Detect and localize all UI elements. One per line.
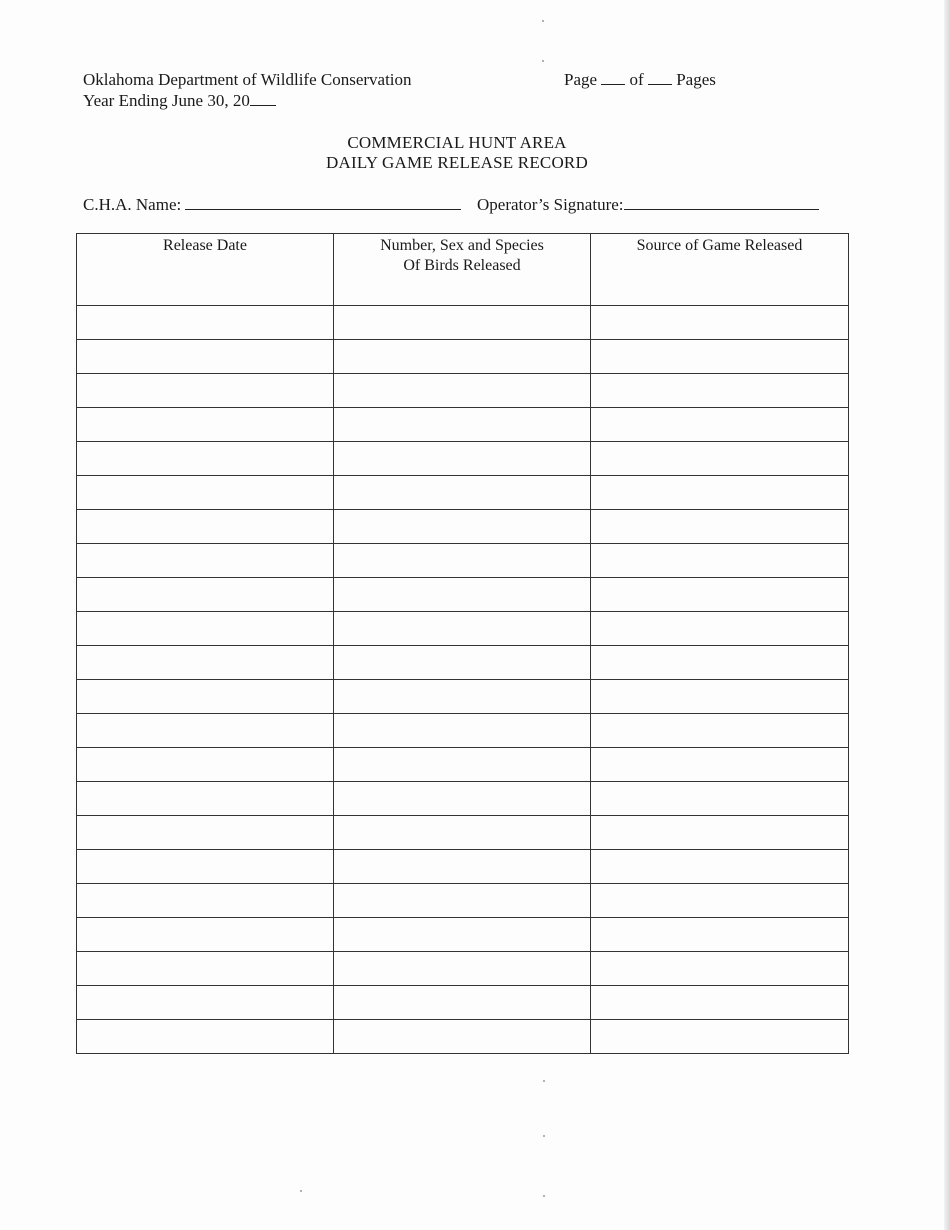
of-label: of: [629, 70, 644, 89]
scan-speck: [543, 1080, 545, 1082]
release-date-cell[interactable]: [77, 408, 334, 442]
birds-released-cell[interactable]: [334, 578, 591, 612]
source-cell[interactable]: [591, 850, 849, 884]
table-row: [77, 340, 849, 374]
release-date-cell[interactable]: [77, 374, 334, 408]
table-row: [77, 1020, 849, 1054]
release-date-cell[interactable]: [77, 816, 334, 850]
birds-released-cell[interactable]: [334, 510, 591, 544]
source-header-text: Source of Game Released: [636, 237, 803, 254]
scan-speck: [300, 1190, 302, 1192]
birds-released-cell[interactable]: [334, 714, 591, 748]
source-cell[interactable]: [591, 680, 849, 714]
release-date-cell[interactable]: [77, 748, 334, 782]
form-title-line2: DAILY GAME RELEASE RECORD: [326, 153, 588, 172]
source-cell[interactable]: [591, 714, 849, 748]
operator-signature-field: [477, 194, 819, 215]
table-row: [77, 884, 849, 918]
table-row: [77, 578, 849, 612]
year-blank[interactable]: [250, 91, 276, 106]
release-date-cell[interactable]: [77, 646, 334, 680]
release-date-cell[interactable]: [77, 680, 334, 714]
table-row: [77, 986, 849, 1020]
operator-signature-label: Operator’s Signature:: [477, 195, 624, 214]
table-row: [77, 306, 849, 340]
year-ending-text: Year Ending June 30, 20: [83, 91, 250, 110]
scan-speck: [542, 60, 544, 62]
table-header-row: [77, 234, 849, 306]
table-row: [77, 476, 849, 510]
source-cell[interactable]: [591, 952, 849, 986]
release-table: [76, 233, 849, 1054]
column-header-release-date: [77, 234, 334, 306]
birds-released-cell[interactable]: [334, 884, 591, 918]
release-date-cell[interactable]: [77, 578, 334, 612]
release-date-cell[interactable]: [77, 918, 334, 952]
birds-released-cell[interactable]: [334, 850, 591, 884]
release-date-cell[interactable]: [77, 340, 334, 374]
source-cell[interactable]: [591, 408, 849, 442]
release-date-cell[interactable]: [77, 306, 334, 340]
birds-released-cell[interactable]: [334, 1020, 591, 1054]
release-date-header-text: Release Date: [163, 237, 247, 254]
total-pages-blank[interactable]: [648, 70, 672, 85]
birds-released-cell[interactable]: [334, 646, 591, 680]
release-date-cell[interactable]: [77, 986, 334, 1020]
table-row: [77, 510, 849, 544]
agency-text: Oklahoma Department of Wildlife Conservation: [83, 70, 412, 89]
table-row: [77, 782, 849, 816]
release-date-cell[interactable]: [77, 612, 334, 646]
table-row: [77, 918, 849, 952]
source-cell[interactable]: [591, 578, 849, 612]
source-cell[interactable]: [591, 986, 849, 1020]
page-edge: [944, 0, 950, 1230]
source-cell[interactable]: [591, 544, 849, 578]
source-cell[interactable]: [591, 748, 849, 782]
source-cell[interactable]: [591, 612, 849, 646]
source-cell[interactable]: [591, 782, 849, 816]
column-header-birds-released: [334, 234, 591, 306]
agency-name: [83, 69, 412, 90]
table-row: [77, 646, 849, 680]
table-row: [77, 442, 849, 476]
table-row: [77, 816, 849, 850]
release-date-cell[interactable]: [77, 442, 334, 476]
page-count: [564, 69, 716, 90]
cha-name-label: C.H.A. Name:: [83, 195, 182, 214]
source-cell[interactable]: [591, 884, 849, 918]
form-title-line1: COMMERCIAL HUNT AREA: [347, 133, 567, 152]
table-row: [77, 714, 849, 748]
source-cell[interactable]: [591, 918, 849, 952]
birds-released-cell[interactable]: [334, 816, 591, 850]
birds-released-cell[interactable]: [334, 374, 591, 408]
birds-header-line2: Of Birds Released: [403, 257, 521, 274]
birds-released-cell[interactable]: [334, 544, 591, 578]
birds-released-cell[interactable]: [334, 476, 591, 510]
source-cell[interactable]: [591, 816, 849, 850]
table-row: [77, 850, 849, 884]
scan-speck: [542, 20, 544, 22]
release-date-cell[interactable]: [77, 884, 334, 918]
release-date-cell[interactable]: [77, 782, 334, 816]
table-row: [77, 374, 849, 408]
source-cell[interactable]: [591, 442, 849, 476]
birds-header-line1: Number, Sex and Species: [380, 237, 544, 254]
birds-released-cell[interactable]: [334, 680, 591, 714]
source-cell[interactable]: [591, 646, 849, 680]
birds-released-cell[interactable]: [334, 918, 591, 952]
cha-name-field: [83, 194, 461, 215]
page-label: Page: [564, 70, 598, 89]
table-row: [77, 408, 849, 442]
birds-released-cell[interactable]: [334, 408, 591, 442]
birds-released-cell[interactable]: [334, 986, 591, 1020]
source-cell[interactable]: [591, 1020, 849, 1054]
table-row: [77, 748, 849, 782]
birds-released-cell[interactable]: [334, 612, 591, 646]
birds-released-cell[interactable]: [334, 442, 591, 476]
birds-released-cell[interactable]: [334, 952, 591, 986]
birds-released-cell[interactable]: [334, 782, 591, 816]
birds-released-cell[interactable]: [334, 748, 591, 782]
year-ending: [83, 90, 276, 111]
table-row: [77, 680, 849, 714]
operator-signature-blank[interactable]: [624, 195, 819, 210]
release-date-cell[interactable]: [77, 952, 334, 986]
source-cell[interactable]: [591, 476, 849, 510]
source-cell[interactable]: [591, 306, 849, 340]
table-row: [77, 612, 849, 646]
page-number-blank[interactable]: [601, 70, 625, 85]
release-date-cell[interactable]: [77, 476, 334, 510]
table-row: [77, 544, 849, 578]
release-date-cell[interactable]: [77, 850, 334, 884]
source-cell[interactable]: [591, 374, 849, 408]
source-cell[interactable]: [591, 510, 849, 544]
release-date-cell[interactable]: [77, 1020, 334, 1054]
scan-speck: [543, 1135, 545, 1137]
birds-released-cell[interactable]: [334, 306, 591, 340]
table-row: [77, 952, 849, 986]
release-date-cell[interactable]: [77, 544, 334, 578]
column-header-source: [591, 234, 849, 306]
release-date-cell[interactable]: [77, 510, 334, 544]
release-date-cell[interactable]: [77, 714, 334, 748]
source-cell[interactable]: [591, 340, 849, 374]
cha-name-blank[interactable]: [185, 195, 461, 210]
birds-released-cell[interactable]: [334, 340, 591, 374]
pages-label: Pages: [676, 70, 716, 89]
release-table-body: [77, 306, 849, 1054]
scan-speck: [543, 1195, 545, 1197]
